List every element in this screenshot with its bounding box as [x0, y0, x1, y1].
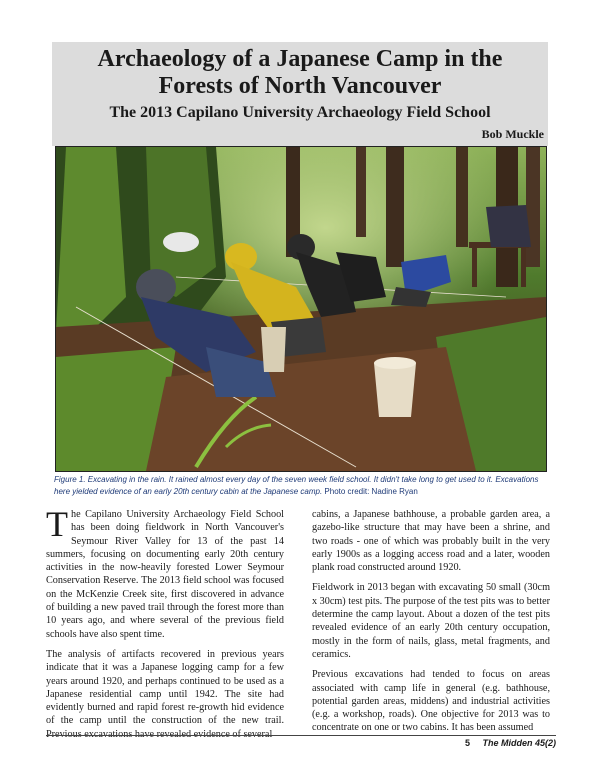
excavation-photo [55, 146, 547, 472]
photo-credit: Photo credit: Nadine Ryan [324, 487, 418, 496]
paragraph-text: he Capilano University Archaeology Field School has been doing fieldwork in North Vancouver's Seymour River Valley for 13 of the past 14 summers, focusing on documenting early 20th century activities in the now-heavily forested Lower Seymour Conservation Reserve. The 2013 field school was focused on the McKenzie Creek site, first discovered in advance of building a new paved trail through the forest more than 10 years ago, and where several of the previous field schools have also spent time. [46, 509, 284, 640]
magazine-issue: The Midden 45(2) [482, 738, 556, 748]
paragraph: The analysis of artifacts recovered in previous years indicate that it was a Japanese logging camp for a few years around 1920, and perhaps continued to be used as a Japanese residential camp until 1942. The site had evidently burned and rapid forest re-growth hid evidence of the camp until the construction of the new trail. Previous excavations have revealed evidence of several [46, 648, 284, 740]
article-subtitle: The 2013 Capilano University Archaeology Field School [109, 104, 491, 121]
drop-cap: T [46, 504, 68, 544]
page-footer [465, 738, 556, 748]
footer-divider [46, 735, 556, 736]
paragraph: cabins, a Japanese bathhouse, a probable garden area, a gazebo-like structure that may have been a shrine, and two roads - one of which was probably built in the very early 1900s as a logging access road and a later, wooden plank road constructed around 1920. [312, 509, 550, 574]
article-title: Archaeology of a Japanese Camp in the Forests of North Vancouver [97, 46, 503, 99]
figure-caption [54, 474, 548, 498]
caption-text: Figure 1. Excavating in the rain. It rained almost every day of the seven week field school. It didn't take long to get used to it. Excavations here yielded evidence of an early 20th century cabin at the Japanese camp. [54, 475, 539, 496]
text-column-right [312, 508, 550, 742]
text-column-left [46, 504, 284, 748]
page-number: 5 [464, 738, 470, 748]
paragraph [46, 504, 284, 641]
paragraph: Previous excavations had tended to focus on areas associated with camp life in general (e.g. bathhouse, potential garden areas, middens) and industrial activities (e.g. a workshop, roads). One objective for 2013 was to concentrate on one or two cabins. It has been assumed [312, 669, 550, 734]
article-header [52, 42, 548, 146]
paragraph: Fieldwork in 2013 began with excavating 50 small (30cm x 30cm) test pits. The purpose of the test pits was to better determine the camp layout. About a dozen of the test pits revealed evidence of an early 20th century occupation, mostly in the form of nails, glass, metal fragments, and ceramics. [312, 582, 550, 660]
author-name: Bob Muckle [481, 127, 544, 141]
